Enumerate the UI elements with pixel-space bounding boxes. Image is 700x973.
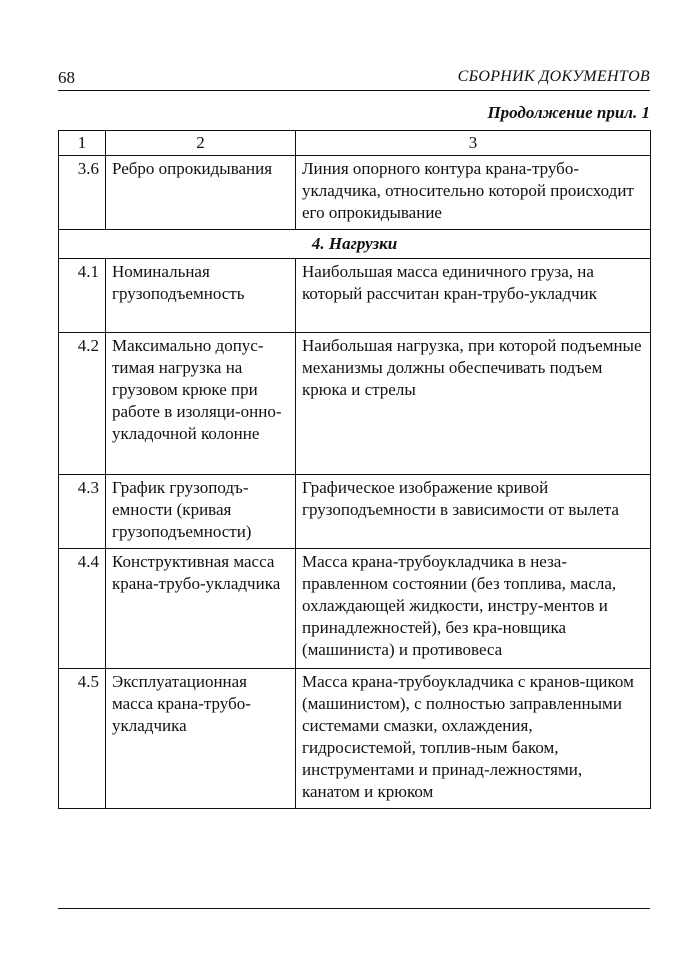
term-cell: Эксплуатационная масса крана-трубо-укладчика [106,669,296,809]
term-cell: Максимально допус-тимая нагрузка на грузовом крюке при работе в изоляци-онно-укладочной колонне [106,333,296,475]
row-number: 3.6 [59,156,106,230]
term-cell: График грузоподъ-емности (кривая грузоподъемности) [106,475,296,549]
row-number: 4.4 [59,549,106,669]
row-number: 4.1 [59,259,106,333]
continuation-label: Продолжение прил. 1 [487,103,650,122]
table-row [59,333,651,475]
column-header: 3 [296,131,651,156]
definition-cell: Линия опорного контура крана-трубо-укладчика, относительно которой происходит его опрокидывание [296,156,651,230]
term-cell: Конструктивная масса крана-трубо-укладчика [106,549,296,669]
definition-cell: Масса крана-трубоукладчика в неза-правленном состоянии (без топлива, масла, охлаждающей жидкости, инстру-ментов и принадлежностей), без кра-новщика (машиниста) и противовеса [296,549,651,669]
page-number: 68 [58,68,75,87]
table-row [59,259,651,333]
definition-cell: Наибольшая нагрузка, при которой подъемные механизмы должны обеспечивать подъем крюка и стрелы [296,333,651,475]
page-header [58,66,650,91]
table-row [59,475,651,549]
definition-cell: Наибольшая масса единичного груза, на который рассчитан кран-трубо-укладчик [296,259,651,333]
table-header-row [59,131,651,156]
term-cell: Номинальная грузоподъемность [106,259,296,333]
glossary-table [58,130,651,809]
table-row [59,669,651,809]
row-number: 4.3 [59,475,106,549]
column-header: 1 [59,131,106,156]
definition-cell: Масса крана-трубоукладчика с кранов-щиком (машинистом), с полностью заправленными системами смазки, охлаждения, гидросистемой, топлив-ным баком, инструментами и принад-лежностями, канатом и крюком [296,669,651,809]
section-title: 4. Нагрузки [59,230,651,259]
row-number: 4.5 [59,669,106,809]
footer-rule [58,908,650,909]
section-row [59,230,651,259]
table-row [59,549,651,669]
column-header: 2 [106,131,296,156]
term-cell: Ребро опрокидывания [106,156,296,230]
table-row [59,156,651,230]
row-number: 4.2 [59,333,106,475]
running-title: СБОРНИК ДОКУМЕНТОВ [457,68,650,85]
definition-cell: Графическое изображение кривой грузоподъемности в зависимости от вылета [296,475,651,549]
